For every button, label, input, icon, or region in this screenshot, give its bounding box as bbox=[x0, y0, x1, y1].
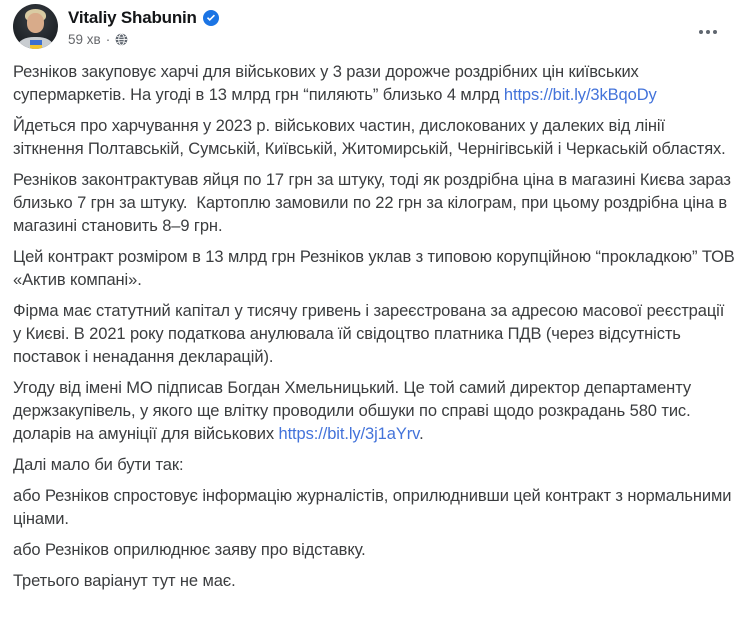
post-meta bbox=[68, 32, 219, 47]
post-paragraph bbox=[13, 570, 735, 593]
header-text bbox=[68, 4, 219, 47]
post-text: . bbox=[419, 425, 424, 443]
post-paragraph bbox=[13, 115, 735, 161]
post-paragraph bbox=[13, 300, 735, 369]
globe-icon bbox=[115, 33, 128, 46]
post-body bbox=[13, 61, 735, 593]
author-name-row[interactable] bbox=[68, 8, 219, 28]
avatar-face bbox=[27, 13, 44, 33]
author-name[interactable]: Vitaliy Shabunin bbox=[68, 8, 197, 27]
post-paragraph bbox=[13, 246, 735, 292]
post-text: Йдеться про харчування у 2023 р. військових частин, дислокованих у далеких від лінії зіткнення Полтавській, Сумській, Київській, Житомирській, Чернігівській і Черкаській областях. bbox=[13, 117, 726, 158]
post-paragraph bbox=[13, 61, 735, 107]
more-options-button[interactable] bbox=[695, 24, 721, 40]
post-paragraph bbox=[13, 454, 735, 477]
post-text: Фірма має статутний капітал у тисячу гривень і зареєстрована за адресою масової реєстрації у Києві. В 2021 року податкова анулювала їй свідоцтво платника ПДВ (через відсутність поставок і ненадання декларацій). bbox=[13, 302, 725, 366]
verified-badge-icon bbox=[203, 10, 219, 26]
post-text: або Резніков спростовує інформацію журналістів, оприлюднивши цей контракт з нормальними цінами. bbox=[13, 487, 732, 528]
post-text: Резніков законтрактував яйця по 17 грн за штуку, тоді як роздрібна ціна в магазині Києва зараз близько 7 грн за штуку. Картоплю замовили по 22 грн за кілограм, при цьому роздрібна ціна в магазині становить 8–9 грн. bbox=[13, 171, 731, 235]
timestamp[interactable]: 59 хв bbox=[68, 32, 101, 47]
post-text: Цей контракт розміром в 13 млрд грн Резніков уклав з типовою корупційною “прокладкою” ТОВ «Актив компані». bbox=[13, 248, 735, 289]
meta-separator: · bbox=[105, 32, 111, 47]
post-text: Резніков закуповує харчі для військових у 3 рази дорожче роздрібних цін київських супермаркетів. На угоді в 13 млрд грн “пиляють” близько 4 млрд bbox=[13, 63, 639, 104]
ukraine-flag bbox=[30, 40, 42, 49]
post-text: Третього варіанут тут не має. bbox=[13, 572, 236, 590]
post-paragraph bbox=[13, 377, 735, 446]
post-text: Далі мало би бути так: bbox=[13, 456, 184, 474]
post-text: Угоду від імені МО підписав Богдан Хмельницький. Це той самий директор департаменту держзакупівель, у якого ще влітку проводили обшуки по справі щодо розкрадань 580 тис. доларів на амуніції для військових bbox=[13, 379, 691, 443]
post-link[interactable]: https://bit.ly/3kBqoDy bbox=[503, 86, 657, 104]
post-paragraph bbox=[13, 539, 735, 562]
post-paragraph bbox=[13, 485, 735, 531]
more-options-icon bbox=[699, 30, 703, 34]
post-paragraph bbox=[13, 169, 735, 238]
post-header bbox=[13, 4, 735, 49]
post-link[interactable]: https://bit.ly/3j1aYrv bbox=[278, 425, 420, 443]
post-text: або Резніков оприлюднює заяву про відставку. bbox=[13, 541, 366, 559]
avatar[interactable] bbox=[13, 4, 58, 49]
